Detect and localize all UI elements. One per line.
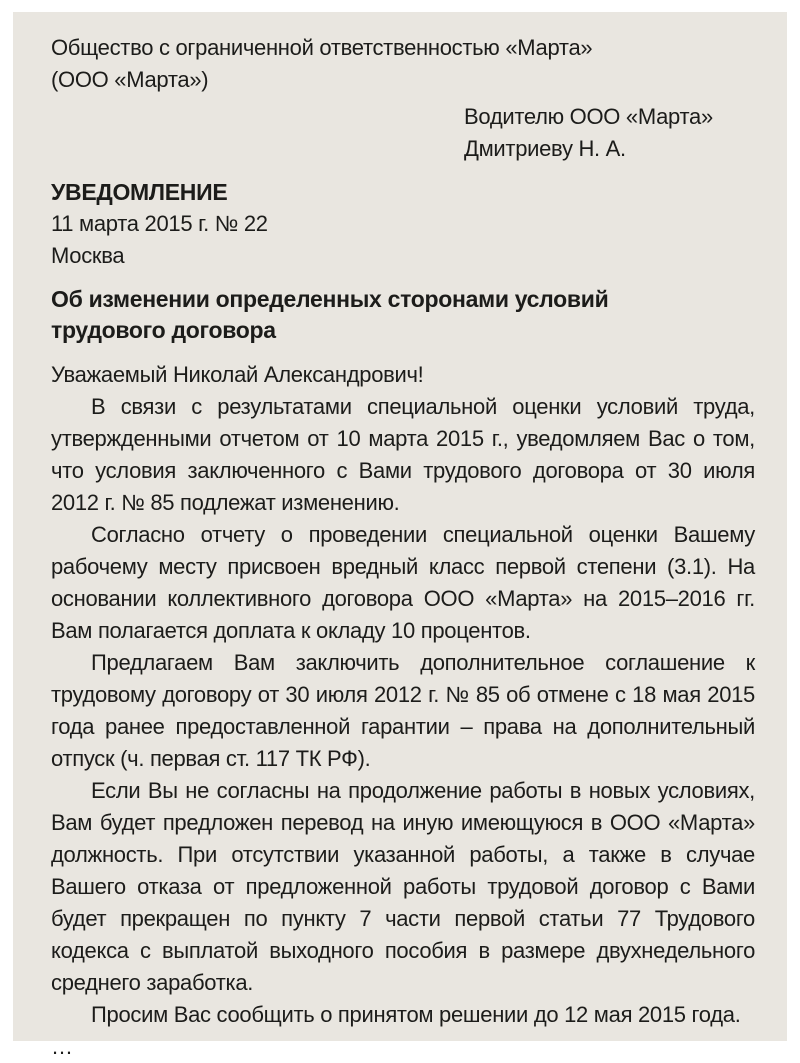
organization-name-short: (ООО «Марта») (51, 67, 209, 92)
document-date-number: 11 марта 2015 г. № 22 (51, 211, 268, 236)
body-paragraph-1: В связи с результатами специальной оценки условий труда, утвержденными отчетом от 10 марта 2015 г., уведомляем Вас о том, что условия заключенного с Вами трудового договора от 30 июля 2012 г. № 85 подлежат изменению. (51, 394, 755, 515)
document-city: Москва (51, 243, 125, 268)
body-paragraph-2: Согласно отчету о проведении специальной оценки Вашему рабочему месту присвоен вредный класс первой степени (3.1). На основании коллективного договора ООО «Марта» на 2015–2016 гг. Вам полагается доплата к окладу 10 процентов. (51, 522, 755, 643)
organization-block (51, 32, 755, 96)
notification-letter (13, 12, 787, 1059)
recipient-block (464, 101, 755, 165)
body-paragraph-3: Предлагаем Вам заключить дополнительное соглашение к трудовому договору от 30 июля 2012 г. № 85 об отмене с 18 мая 2015 года ранее предоставленной гарантии – права на дополнительный отпуск (ч. первая ст. 117 ТК РФ). (51, 650, 755, 771)
recipient-position: Водителю ООО «Марта» (464, 104, 713, 129)
recipient-name: Дмитриеву Н. А. (464, 136, 626, 161)
body-paragraph-5: Просим Вас сообщить о принятом решении до 12 мая 2015 года. (91, 1002, 741, 1027)
salutation: Уважаемый Николай Александрович! (51, 362, 424, 387)
truncation-ellipsis: … (51, 1034, 74, 1059)
document-type-heading: УВЕДОМЛЕНИЕ (51, 179, 228, 205)
document-subject: Об изменении определенных сторонами условий трудового договора (51, 286, 609, 343)
letter-body (51, 391, 755, 1063)
body-paragraph-4: Если Вы не согласны на продолжение работы в новых условиях, Вам будет предложен перевод на иную имеющуюся в ООО «Марта» должность. При отсутствии указанной работы, а также в случае Вашего отказа от предложенной работы трудовой договор с Вами будет прекращен по пункту 7 части первой статьи 77 Трудового кодекса с выплатой выходного пособия в размере двухнедельного среднего заработка. (51, 778, 755, 995)
organization-name-full: Общество с ограниченной ответственностью «Марта» (51, 35, 593, 60)
